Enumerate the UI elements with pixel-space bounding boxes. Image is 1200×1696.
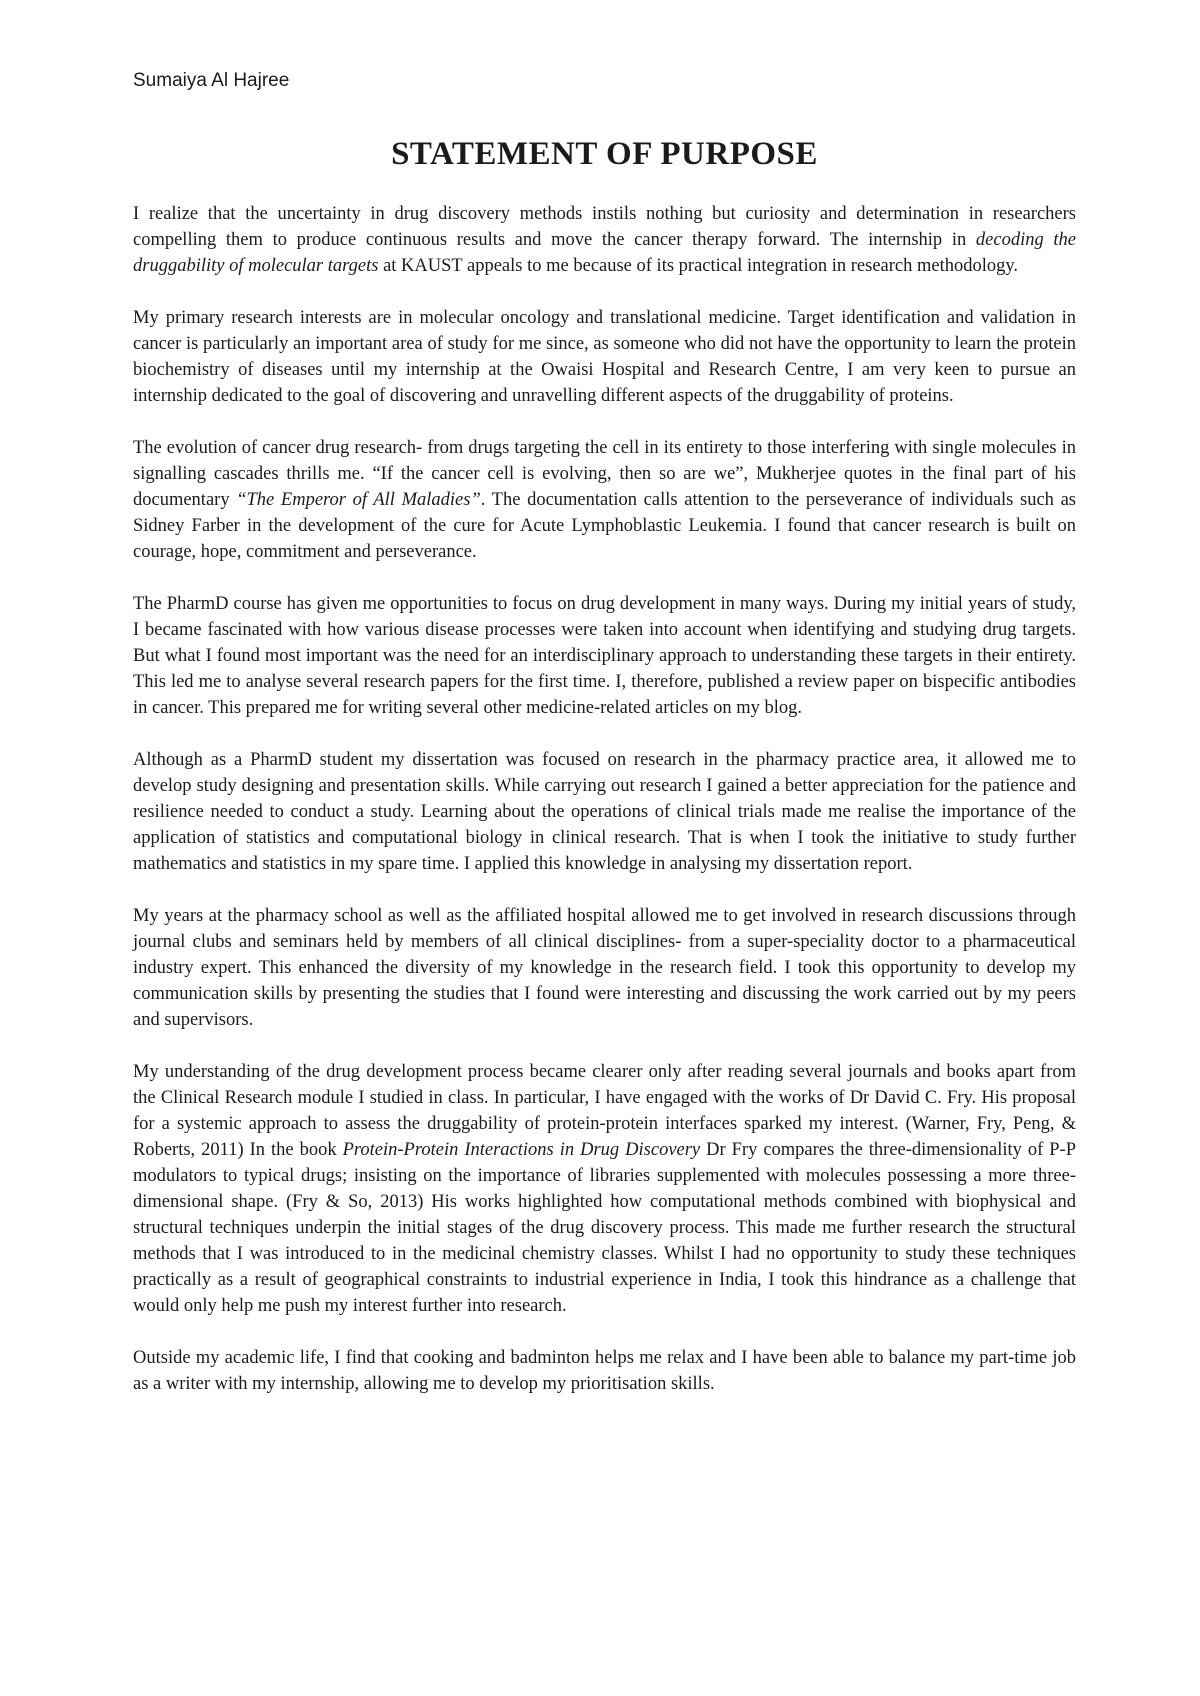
paragraph [133, 591, 1076, 721]
text-run: My years at the pharmacy school as well as the affiliated hospital allowed me to get involved in research discussions through journal clubs and seminars held by members of all clinical disciplines- from a super-speciality doctor to a pharmaceutical industry expert. This enhanced the diversity of my knowledge in the research field. I took this opportunity to develop my communication skills by presenting the studies that I found were interesting and discussing the work carried out by my peers and supervisors. [133, 906, 1076, 1030]
paragraph [133, 435, 1076, 565]
italic-text-run: decoding the druggability of molecular targets [133, 230, 1076, 276]
paragraph [133, 1345, 1076, 1397]
text-run: The PharmD course has given me opportunities to focus on drug development in many ways. During my initial years of study, I became fascinated with how various disease processes were taken into account when identifying and studying drug targets. But what I found most important was the need for an interdisciplinary approach to understanding these targets in their entirety. This led me to analyse several research papers for the first time. I, therefore, published a review paper on bispecific antibodies in cancer. This prepared me for writing several other medicine-related articles on my blog. [133, 594, 1076, 718]
paragraph [133, 201, 1076, 279]
paragraph [133, 903, 1076, 1033]
italic-text-run: Protein-Protein Interactions in Drug Discovery [342, 1140, 701, 1160]
text-run: at KAUST appeals to me because of its practical integration in research methodology. [378, 256, 1019, 276]
paragraph [133, 747, 1076, 877]
text-run: Dr Fry compares the three-dimensionality of P-P modulators to typical drugs; insisting on the importance of libraries supplemented with molecules possessing a more three-dimensional shape. (Fry & So, 2013) His works highlighted how computational methods combined with biophysical and structural techniques underpin the initial stages of the drug discovery process. This made me further research the structural methods that I was introduced to in the medicinal chemistry classes. Whilst I had no opportunity to study these techniques practically as a result of geographical constraints to industrial experience in India, I took this hindrance as a challenge that would only help me push my interest further into research. [133, 1140, 1076, 1316]
author-name: Sumaiya Al Hajree [133, 70, 290, 91]
text-run: Although as a PharmD student my dissertation was focused on research in the pharmacy practice area, it allowed me to develop study designing and presentation skills. While carrying out research I gained a better appreciation for the patience and resilience needed to conduct a study. Learning about the operations of clinical trials made me realise the importance of the application of statistics and computational biology in clinical research. That is when I took the initiative to study further mathematics and statistics in my spare time. I applied this knowledge in analysing my dissertation report. [133, 750, 1076, 874]
paragraph [133, 1059, 1076, 1319]
text-run: My understanding of the drug development process became clearer only after reading several journals and books apart from the Clinical Research module I studied in class. In particular, I have engaged with the works of Dr David C. Fry. His proposal for a systemic approach to assess the druggability of protein-protein interfaces sparked my interest. (Warner, Fry, Peng, & Roberts, 2011) In the book [133, 1062, 1076, 1160]
document-title: STATEMENT OF PURPOSE [391, 136, 818, 172]
text-run: My primary research interests are in molecular oncology and translational medicine. Target identification and validation in cancer is particularly an important area of study for me since, as someone who did not have the opportunity to learn the protein biochemistry of diseases until my internship at the Owaisi Hospital and Research Centre, I am very keen to pursue an internship dedicated to the goal of discovering and unravelling different aspects of the druggability of proteins. [133, 308, 1076, 406]
text-run: Outside my academic life, I find that cooking and badminton helps me relax and I have been able to balance my part-time job as a writer with my internship, allowing me to develop my prioritisation skills. [133, 1348, 1076, 1394]
document-body [133, 201, 1076, 1397]
italic-text-run: “The Emperor of All Maladies” [236, 490, 481, 510]
text-run: . The documentation calls attention to the perseverance of individuals such as Sidney Farber in the development of the cure for Acute Lymphoblastic Leukemia. I found that cancer research is built on courage, hope, commitment and perseverance. [133, 490, 1076, 562]
text-run: The evolution of cancer drug research- from drugs targeting the cell in its entirety to those interfering with single molecules in signalling cascades thrills me. “If the cancer cell is evolving, then so are we”, Mukherjee quotes in the final part of his documentary [133, 438, 1076, 510]
text-run: I realize that the uncertainty in drug discovery methods instils nothing but curiosity and determination in researchers compelling them to produce continuous results and move the cancer therapy forward. The internship in [133, 204, 1076, 250]
paragraph [133, 305, 1076, 409]
